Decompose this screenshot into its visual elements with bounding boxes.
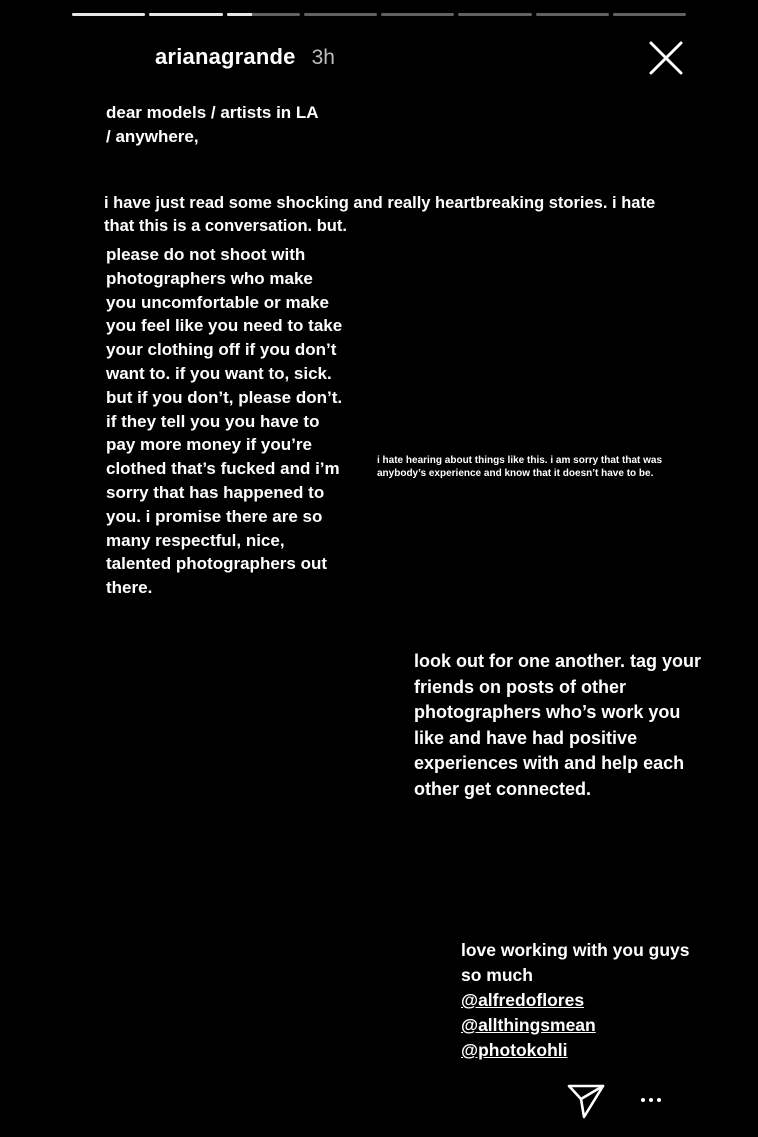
small-note-text: i hate hearing about things like this. i am sorry that that was anybody’s experience and know that it doesn’t have to be.	[377, 455, 663, 479]
heartbreak-text: i have just read some shocking and really heartbreaking stories. i hate that this is a conversation. but.	[104, 194, 656, 235]
progress-segment	[149, 13, 222, 16]
username[interactable]: arianagrande	[155, 44, 296, 69]
love-text: love working with you guys so much	[461, 940, 690, 985]
story-header	[155, 44, 335, 70]
progress-segment	[72, 13, 145, 16]
mention-alfredoflores[interactable]: @alfredoflores	[461, 990, 585, 1010]
post-time: 3h	[311, 46, 335, 69]
mention-photokohli[interactable]: @photokohli	[461, 1040, 568, 1060]
more-icon[interactable]	[636, 1092, 666, 1108]
progress-segment	[304, 13, 377, 16]
progress-fill	[227, 13, 253, 16]
mention-allthingsmean[interactable]: @allthingsmean	[461, 1015, 596, 1035]
progress-segment	[536, 13, 609, 16]
progress-segment	[381, 13, 454, 16]
progress-fill	[72, 13, 145, 16]
close-icon[interactable]	[646, 38, 686, 78]
intro-text: dear models / artists in LA / anywhere,	[106, 103, 318, 146]
mentions-block	[461, 938, 711, 1063]
story-progress-bar	[72, 13, 686, 17]
progress-segment	[227, 13, 300, 16]
progress-segment	[613, 13, 686, 16]
progress-fill	[149, 13, 222, 16]
send-icon[interactable]	[566, 1080, 606, 1120]
progress-segment	[458, 13, 531, 16]
look-out-text: look out for one another. tag your friends on posts of other photographers who’s work you like and have had positive experiences with and help each other get connected.	[414, 651, 702, 799]
advice-text: please do not shoot with photographers who make you uncomfortable or make you feel like you need to take your clothing off if you don’t want to. if you want to, sick. but if you don’t, please don’t. if they tell you you have to pay more money if you’re clothed that’s fucked and i’m sorry that has happened to you. i promise there are so many respectful, nice, talented photographers out there.	[106, 245, 343, 598]
